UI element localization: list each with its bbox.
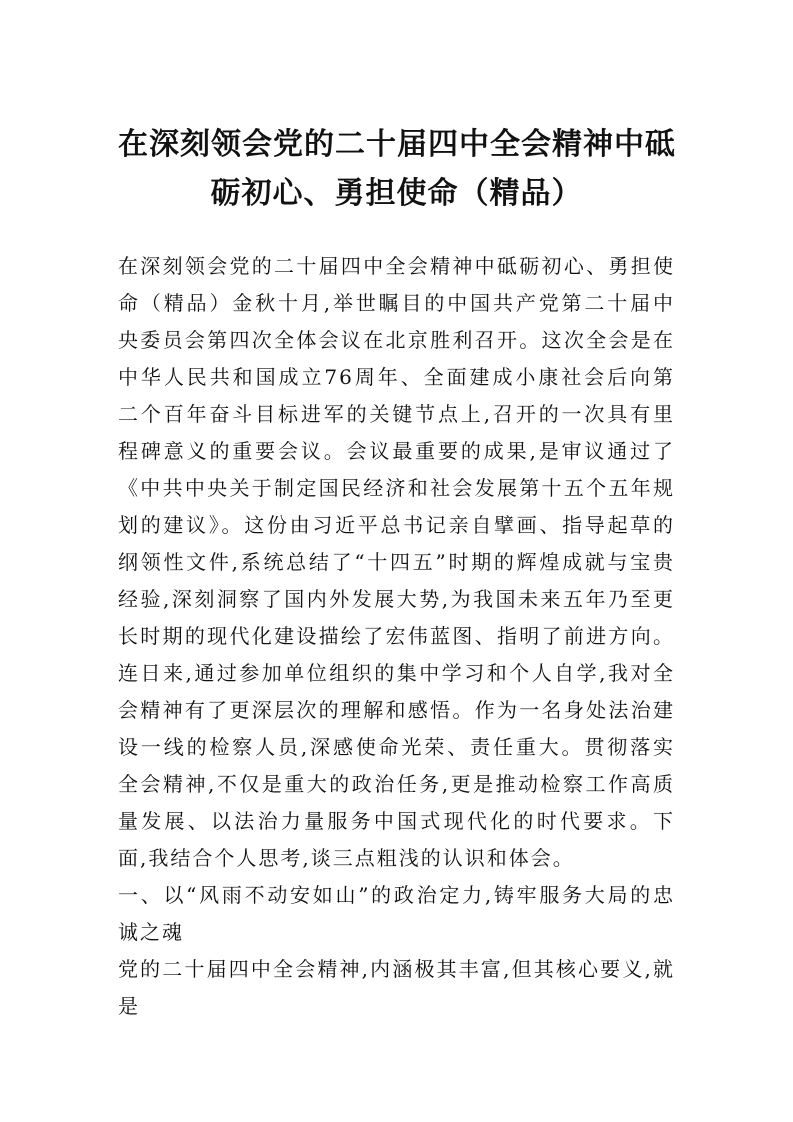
title-line-2: 砺初心、勇担使命（精品） [210,176,583,211]
body-paragraph-2: 党的二十届四中全会精神,内涵极其丰富,但其核心要义,就是 [118,957,675,1018]
document-title [118,120,675,218]
section-heading-1: 一、以“风雨不动安如山”的政治定力,铸牢服务大局的忠诚之魂 [118,883,675,944]
body-paragraph-1: 在深刻领会党的二十届四中全会精神中砥砺初心、勇担使命（精品）金秋十月,举世瞩目的中国共产党第二十届中央委员会第四次全体会议在北京胜利召开。这次全会是在中华人民共和国成立76周年、全面建成小康社会后向第二个百年奋斗目标进军的关键节点上,召开的一次具有里程碑意义的重要会议。会议最重要的成果,是审议通过了《中共中央关于制定国民经济和社会发展第十五个五年规划的建议》。这份由习近平总书记亲自擘画、指导起草的纲领性文件,系统总结了“十四五”时期的辉煌成就与宝贵经验,深刻洞察了国内外发展大势,为我国未来五年乃至更长时期的现代化建设描绘了宏伟蓝图、指明了前进方向。连日来,通过参加单位组织的集中学习和个人自学,我对全会精神有了更深层次的理解和感悟。作为一名身处法治建设一线的检察人员,深感使命光荣、责任重大。贯彻落实全会精神,不仅是重大的政治任务,更是推动检察工作高质量发展、以法治力量服务中国式现代化的时代要求。下面,我结合个人思考,谈三点粗浅的认识和体会。 [118,254,675,870]
title-line-1: 在深刻领会党的二十届四中全会精神中砥 [118,127,676,162]
document-body [118,248,675,1025]
